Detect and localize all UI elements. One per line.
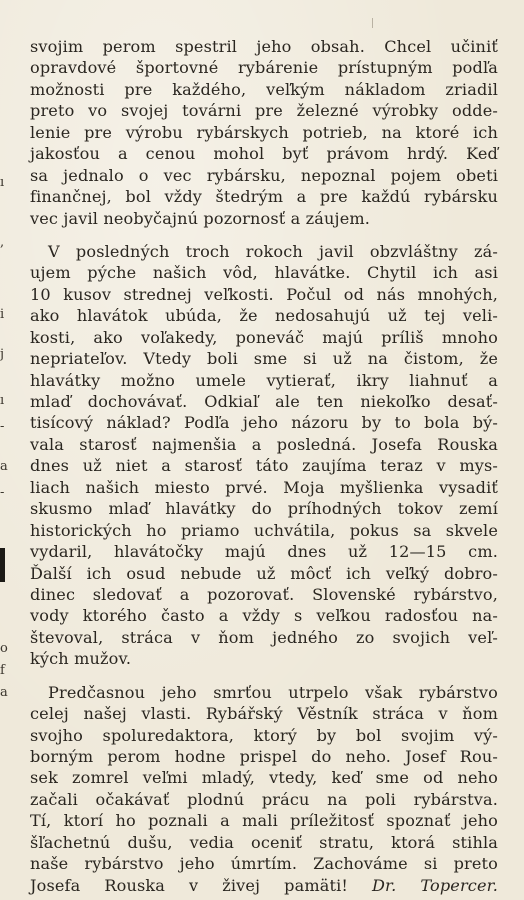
text-line: vala starosť najmenšia a posledná. Josefa Rouska (30, 434, 498, 454)
text-line: 10 kusov strednej veľkosti. Počul od nás mnohých, (30, 284, 498, 304)
margin-fragment: a (0, 686, 8, 700)
text-line: vec javil neobyčajnú pozornosť a záujem. (30, 208, 371, 228)
text-line: možnosti pre každého, veľkým nákladom zriadil (30, 79, 498, 99)
text-line: mlaď dochovávať. Odkiaľ ale ten niekoľko desať- (30, 392, 498, 411)
text-line: šľachetnú dušu, vedia oceniť stratu, ktorá stihla (30, 832, 498, 852)
margin-fragment: j (0, 348, 5, 362)
text-line: dinec sledovať a pozorovať. Slovenské rybárstvo, (30, 584, 498, 604)
margin-fragment: ı (0, 176, 5, 190)
margin-black-mark (0, 548, 5, 582)
text-line: Tí, ktorí ho poznali a mali príležitosť spoznať jeho (30, 811, 498, 831)
article-body (30, 36, 498, 896)
text-line: historických ho priamo uchvátila, pokus sa skvele (30, 520, 498, 540)
margin-fragment: - (0, 486, 5, 500)
text-line: števoval, stráca v ňom jedného zo svojich veľ- (30, 627, 498, 647)
text-line: Predčasnou jeho smrťou utrpelo však rybárstvo (48, 682, 498, 702)
text-line: vydaril, hlavátočky majú dnes už 12—15 cm. (30, 542, 498, 562)
text-line: hlavátky možno umele vytierať, ikry liahnuť a (30, 370, 498, 390)
author-signature: Dr. Topercer. (372, 875, 498, 895)
text-line: začali očakávať plodnú prácu na poli rybárstva. (30, 789, 498, 809)
text-line: nepriateľov. Vtedy boli sme si už na čistom, že (30, 349, 498, 369)
margin-fragment: a (0, 460, 8, 474)
closing-text: Josefa Rouska v živej pamäti! (30, 875, 349, 895)
text-line: jakosťou a cenou mohol byť právom hrdý. Keď (30, 144, 498, 164)
text-line: ujem pýche našich vôd, hlavátke. Chytil ich asi (30, 263, 498, 283)
text-line: kosti, ako voľakedy, poneváč majú príliš mnoho (30, 327, 498, 347)
text-line: liach našich miesto prvé. Moja myšlienka vysadiť (30, 477, 498, 497)
scan-mark (372, 18, 373, 28)
text-line: borným perom hodne prispel do neho. Josef Rou- (30, 747, 498, 766)
margin-fragment: - (0, 420, 5, 434)
text-line: Ďalší ich osud nebude už môcť ich veľký dobro- (30, 563, 498, 583)
text-line: finančnej, bol vždy štedrým a pre každú rybársku (30, 187, 498, 207)
text-line: sa jednalo o vec rybársku, nepoznal pojem obeti (30, 165, 498, 185)
paragraph-1 (30, 36, 498, 229)
text-line: svojho spoluredaktora, ktorý by bol svojim vý- (30, 725, 498, 745)
margin-fragment: i (0, 308, 5, 322)
text-line: kých mužov. (30, 649, 132, 669)
margin-fragment: f (0, 664, 5, 678)
paragraph-2 (30, 241, 498, 670)
text-line: sek zomrel veľmi mladý, vtedy, keď sme od neho (30, 768, 498, 788)
text-line: svojim perom spestril jeho obsah. Chcel učiniť (30, 37, 498, 56)
closing-line (30, 875, 498, 896)
margin-fragment: o (0, 642, 8, 656)
text-line: vody ktorého často a vždy s veľkou radosťou na- (30, 606, 498, 626)
text-line: ako hlavátok ubúda, že nedosahujú už tej veli- (30, 306, 498, 326)
text-line: tisícový náklad? Podľa jeho názoru by to bola bý- (30, 413, 498, 433)
margin-fragment: ı (0, 394, 5, 408)
paragraph-3 (30, 682, 498, 896)
text-line: lenie pre výrobu rybárskych potrieb, na ktoré ich (30, 122, 498, 142)
left-margin-fragments (0, 0, 14, 900)
text-line: V posledných troch rokoch javil obzvláštny zá- (48, 241, 498, 261)
text-line: naše rybárstvo jeho úmrtím. Zachováme si preto (30, 854, 498, 874)
margin-fragment: , (0, 236, 5, 250)
text-line: dnes už niet a starosť táto zaujíma teraz v mys- (30, 456, 498, 476)
text-line: opravdové športovné rybárenie prístupným podľa (30, 58, 498, 78)
text-line: celej našej vlasti. Rybářský Věstník stráca v ňom (30, 704, 498, 724)
text-line: skusmo mlaď hlavátky do príhodných tokov zemí (30, 499, 498, 519)
text-line: preto vo svojej továrni pre železné výrobky odde- (30, 101, 498, 121)
